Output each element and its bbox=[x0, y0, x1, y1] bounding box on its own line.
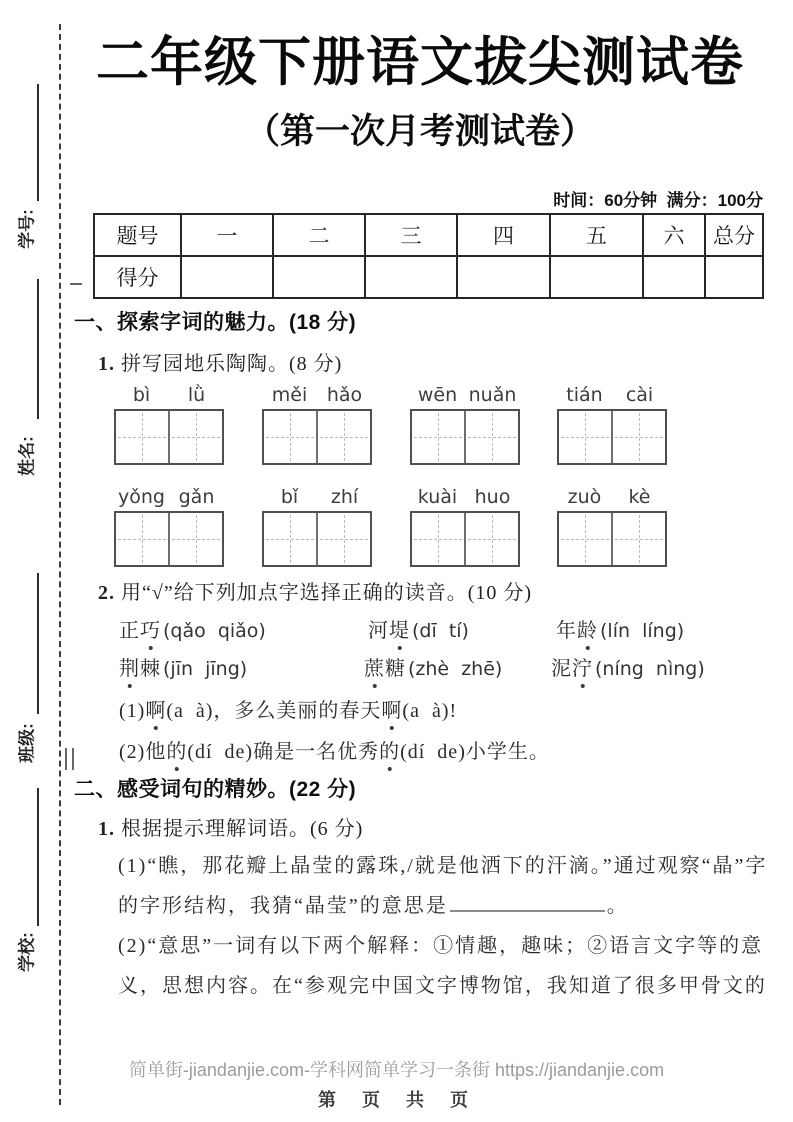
writing-grid[interactable] bbox=[410, 409, 520, 465]
score-table-header-cell: 二 bbox=[273, 214, 365, 256]
pronunciation-sentence-2[interactable]: (2)他的(dí de)确是一名优秀的(dí de)小学生。 bbox=[119, 735, 550, 764]
pinyin-block bbox=[262, 384, 372, 465]
pinyin-label: zuò bbox=[567, 486, 602, 508]
pinyin-label: bì bbox=[132, 384, 151, 406]
writing-grid[interactable] bbox=[410, 511, 520, 567]
class-blank-line bbox=[37, 573, 39, 714]
pinyin-options: (lín líng) bbox=[600, 620, 685, 642]
dotted-character: 荆 bbox=[119, 652, 140, 681]
writing-cell[interactable] bbox=[412, 513, 464, 565]
comprehension-item-2: (2)“意思”一词有以下两个解释：①情趣，趣味；②语言文字等的意义，思想内容。在“参观完中国文字博物馆，我知道了很多甲骨文的 bbox=[118, 935, 767, 997]
pinyin-block bbox=[410, 384, 520, 465]
dotted-character: 巧 bbox=[140, 614, 161, 643]
writing-cell[interactable] bbox=[116, 411, 168, 463]
score-input-cell[interactable] bbox=[643, 256, 705, 298]
pinyin-label: cài bbox=[625, 384, 654, 406]
score-input-cell[interactable] bbox=[365, 256, 457, 298]
pinyin-options: (qǎo qiǎo) bbox=[163, 620, 266, 642]
section2-question-1-label bbox=[98, 812, 363, 841]
writing-grid[interactable] bbox=[262, 409, 372, 465]
score-table-header-cell: 六 bbox=[643, 214, 705, 256]
question-number: 2. bbox=[98, 582, 115, 604]
sidebar-label-school: 学校: bbox=[17, 932, 37, 972]
writing-cell[interactable] bbox=[264, 513, 316, 565]
section-2-heading: 二、感受词句的精妙。(22 分) bbox=[74, 778, 357, 801]
page-number-text: 第 页 共 页 bbox=[317, 1090, 475, 1110]
score-input-cell[interactable] bbox=[550, 256, 643, 298]
sidebar-label-name: 姓名: bbox=[17, 436, 37, 476]
comprehension-item-1: (1)“瞧，那花瓣上晶莹的露珠,/就是他洒下的汗滴。”通过观察“晶”字的字形结构，我猜“晶莹”的意思是 。 bbox=[118, 855, 768, 917]
pinyin-label: nuǎn bbox=[468, 384, 517, 406]
score-row-label: 得分 bbox=[94, 256, 181, 298]
writing-cell[interactable] bbox=[264, 411, 316, 463]
writing-grid[interactable] bbox=[114, 511, 224, 567]
sidebar-label-class: 班级: bbox=[17, 723, 37, 763]
dotted-character: 的 bbox=[166, 735, 187, 764]
footer-site-text: 简单街-jiandanjie.com-学科网简单学习一条街 https://jiandanjie.com bbox=[128, 1060, 665, 1080]
writing-cell[interactable] bbox=[316, 513, 370, 565]
writing-cell[interactable] bbox=[412, 411, 464, 463]
dotted-character: 龄 bbox=[577, 614, 598, 643]
pinyin-label: hǎo bbox=[326, 384, 363, 406]
pinyin-label: kuài bbox=[417, 486, 458, 508]
dotted-character: 啊 bbox=[145, 694, 166, 723]
pinyin-label: zhí bbox=[330, 486, 359, 508]
pinyin-block bbox=[410, 486, 520, 567]
pinyin-label: wēn bbox=[417, 384, 458, 406]
score-input-cell[interactable] bbox=[705, 256, 763, 298]
pinyin-options: (zhè zhē) bbox=[408, 658, 503, 680]
dashed-cut-line bbox=[59, 24, 61, 1105]
score-table-header-cell: 三 bbox=[365, 214, 457, 256]
question-text: 拼写园地乐陶陶。(8 分) bbox=[121, 353, 343, 375]
writing-grid[interactable] bbox=[114, 409, 224, 465]
pinyin-block bbox=[114, 384, 224, 465]
sidebar-label-student-id: 学号: bbox=[17, 209, 37, 249]
writing-cell[interactable] bbox=[116, 513, 168, 565]
pinyin-block bbox=[557, 486, 667, 567]
pronunciation-sentence-1[interactable]: (1)啊(a à)，多么美丽的春天啊(a à)! bbox=[119, 694, 457, 723]
pinyin-label: kè bbox=[628, 486, 651, 508]
page-subtitle: （第一次月考测试卷） bbox=[244, 112, 595, 151]
writing-cell[interactable] bbox=[611, 411, 665, 463]
pinyin-label: yǒng bbox=[118, 486, 165, 508]
question-text: 根据提示理解词语。(6 分) bbox=[121, 818, 364, 840]
question-text: 用“√”给下列加点字选择正确的读音。(10 分) bbox=[121, 582, 533, 604]
writing-cell[interactable] bbox=[168, 411, 222, 463]
dotted-character: 堤 bbox=[389, 614, 410, 643]
score-table-header-cell: 五 bbox=[550, 214, 643, 256]
writing-cell[interactable] bbox=[464, 513, 518, 565]
writing-cell[interactable] bbox=[559, 513, 611, 565]
section-1-heading: 一、探索字词的魅力。(18 分) bbox=[74, 311, 357, 334]
dotted-character: 的 bbox=[379, 735, 400, 764]
pinyin-options: (jīn jīng) bbox=[163, 658, 248, 680]
tone-choice-word[interactable]: 河堤 (dī tí) bbox=[368, 614, 469, 643]
tone-choice-word[interactable]: 年龄 (lín líng) bbox=[556, 614, 684, 643]
tone-choice-word[interactable]: 泥泞 (níng nìng) bbox=[551, 652, 705, 681]
page-title: 二年级下册语文拔尖测试卷 bbox=[96, 33, 744, 92]
writing-grid[interactable] bbox=[557, 409, 667, 465]
score-input-cell[interactable] bbox=[273, 256, 365, 298]
exam-info: 时间：60分钟 满分：100分 bbox=[553, 191, 763, 210]
question-number: 1. bbox=[98, 353, 115, 375]
writing-cell[interactable] bbox=[559, 411, 611, 463]
writing-cell[interactable] bbox=[464, 411, 518, 463]
tone-choice-word[interactable]: 蔗糖 (zhè zhē) bbox=[364, 652, 502, 681]
question-2-label bbox=[98, 576, 532, 605]
score-input-cell[interactable] bbox=[457, 256, 550, 298]
dotted-character: 泞 bbox=[572, 652, 593, 681]
pinyin-label: lǜ bbox=[187, 384, 206, 406]
score-table-header-cell: 总分 bbox=[705, 214, 763, 256]
fold-mark bbox=[65, 748, 67, 770]
pinyin-block bbox=[262, 486, 372, 567]
dotted-character: 啊 bbox=[381, 694, 402, 723]
pinyin-label: měi bbox=[271, 384, 308, 406]
answer-blank[interactable] bbox=[450, 893, 605, 912]
pinyin-label: tián bbox=[566, 384, 603, 406]
writing-grid[interactable] bbox=[557, 511, 667, 567]
score-table-header-cell: 一 bbox=[181, 214, 273, 256]
writing-grid[interactable] bbox=[262, 511, 372, 567]
tone-choice-word[interactable]: 正巧 (qǎo qiǎo) bbox=[119, 614, 266, 643]
writing-cell[interactable] bbox=[168, 513, 222, 565]
question-1-label bbox=[98, 347, 342, 376]
name-blank-line bbox=[37, 279, 39, 419]
fold-mark bbox=[72, 748, 74, 770]
pinyin-label: bǐ bbox=[280, 486, 299, 508]
dotted-character: 蔗 bbox=[364, 652, 385, 681]
fold-mark bbox=[70, 283, 82, 285]
question-number: 1. bbox=[98, 818, 115, 840]
writing-cell[interactable] bbox=[316, 411, 370, 463]
pinyin-label: gǎn bbox=[178, 486, 215, 508]
writing-cell[interactable] bbox=[611, 513, 665, 565]
score-input-cell[interactable] bbox=[181, 256, 273, 298]
tone-choice-word[interactable]: 荆棘 (jīn jīng) bbox=[119, 652, 247, 681]
school-blank-line bbox=[37, 788, 39, 926]
pinyin-block bbox=[114, 486, 224, 567]
pinyin-options: (dī tí) bbox=[412, 620, 469, 642]
student-id-blank-line bbox=[37, 84, 39, 201]
score-table-header-cell: 四 bbox=[457, 214, 550, 256]
pinyin-block bbox=[557, 384, 667, 465]
pinyin-options: (níng nìng) bbox=[595, 658, 705, 680]
pinyin-label: huo bbox=[474, 486, 511, 508]
score-table bbox=[93, 213, 764, 299]
score-table-header-cell: 题号 bbox=[94, 214, 181, 256]
